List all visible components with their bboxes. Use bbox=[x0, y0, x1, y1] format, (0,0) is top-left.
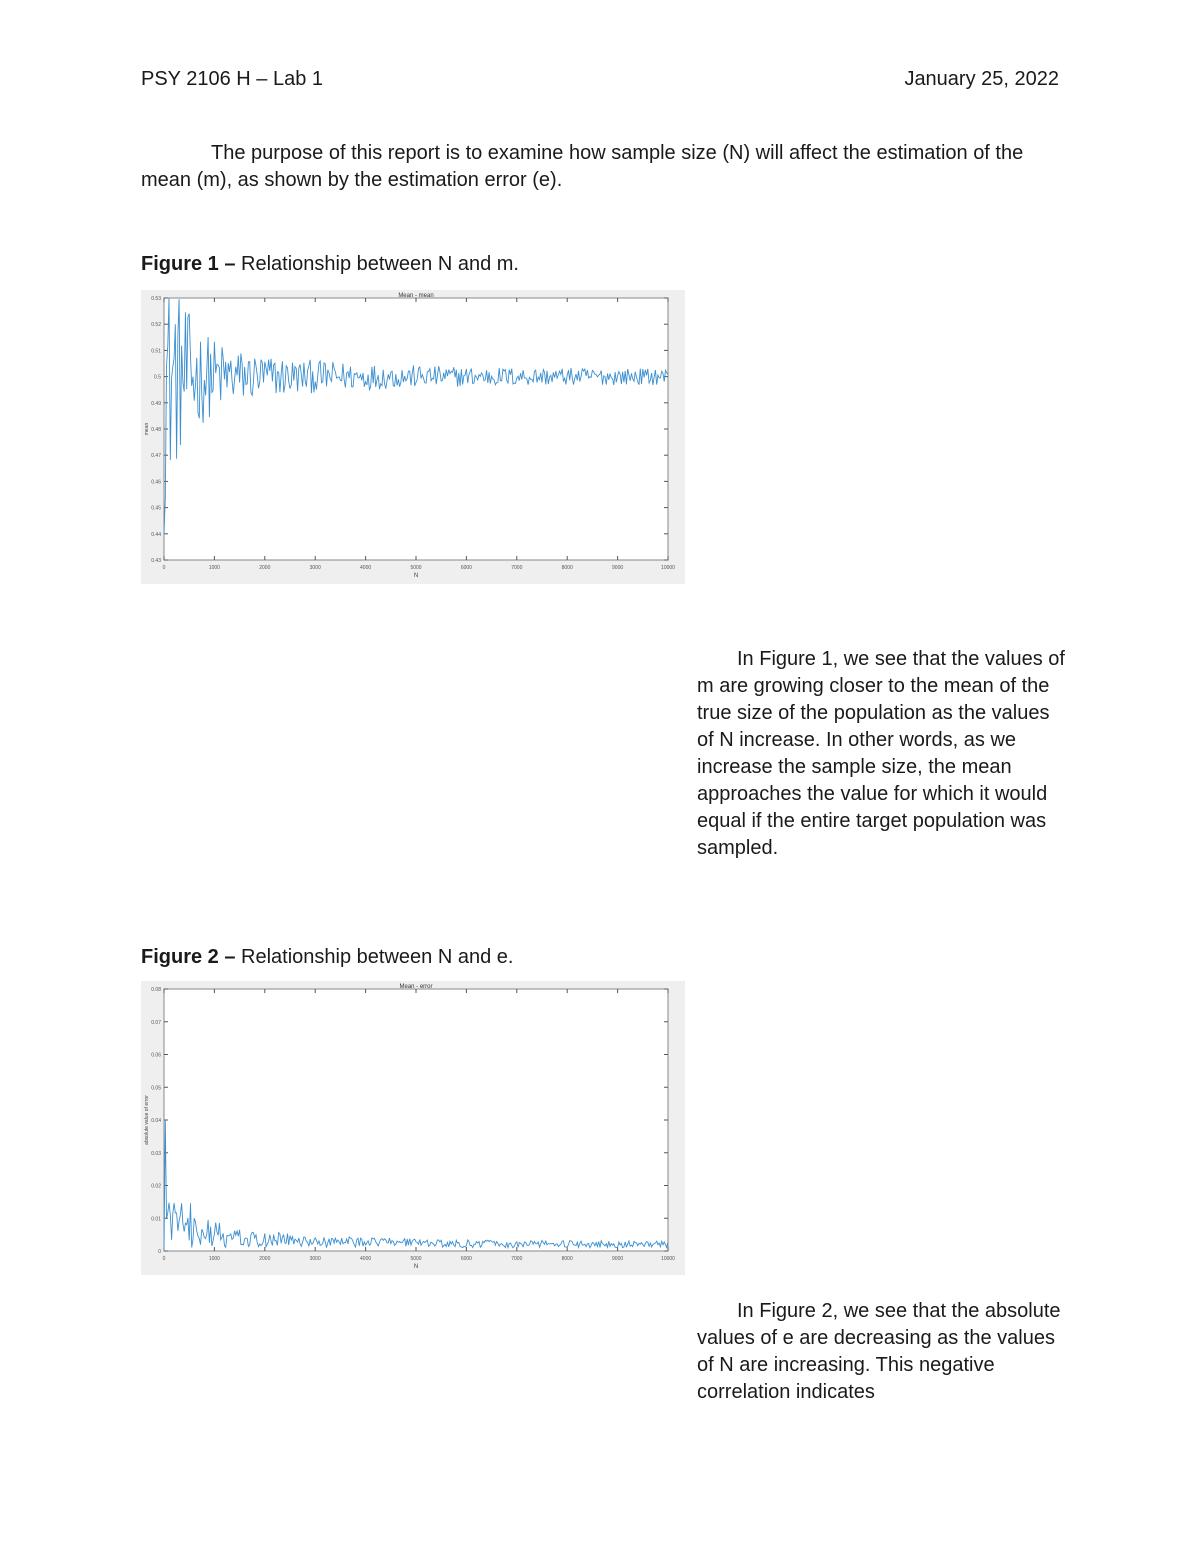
x-axis-label: N bbox=[413, 573, 419, 579]
figure2-plot bbox=[141, 981, 685, 1275]
x-tick-label: 5000 bbox=[410, 1256, 422, 1262]
y-tick-label: 0 bbox=[158, 1249, 161, 1255]
x-tick-label: 8000 bbox=[561, 565, 573, 571]
figure1-discussion bbox=[697, 646, 1067, 862]
y-tick-label: 0.45 bbox=[151, 505, 161, 512]
x-tick-label: 0 bbox=[162, 1256, 166, 1262]
plot-area bbox=[164, 298, 668, 560]
x-axis-label: N bbox=[413, 1264, 419, 1270]
figure2-paragraph: In Figure 2, we see that the absolute values of e are decreasing as the values of N are increasing. This negative correlation indicates bbox=[697, 1300, 1061, 1403]
figure1-chart bbox=[141, 290, 685, 584]
plot-area bbox=[164, 989, 668, 1251]
figure2-chart bbox=[141, 981, 685, 1275]
figure2-caption bbox=[141, 946, 513, 969]
y-tick-label: 0.44 bbox=[151, 531, 161, 538]
y-tick-label: 0.08 bbox=[151, 987, 161, 993]
x-tick-label: 4000 bbox=[360, 1256, 372, 1262]
figure1-paragraph: In Figure 1, we see that the values of m are growing closer to the mean of the true size of the population as the values of N increase. In other words, as we increase the sample size, the mean approaches the value for which it would equal if the entire target population was sampled. bbox=[697, 648, 1065, 859]
figure2-caption-label: Figure 2 – bbox=[141, 946, 236, 968]
x-tick-label: 7000 bbox=[511, 565, 523, 571]
x-tick-label: 2000 bbox=[259, 565, 271, 571]
y-tick-label: 0.53 bbox=[151, 296, 161, 302]
x-tick-label: 5000 bbox=[410, 565, 422, 571]
figure2-caption-text: Relationship between N and e. bbox=[235, 946, 514, 968]
x-tick-label: 0 bbox=[162, 565, 166, 571]
y-tick-label: 0.47 bbox=[151, 453, 161, 460]
y-axis-label: absolute value of error bbox=[144, 1095, 150, 1145]
y-tick-label: 0.02 bbox=[151, 1183, 161, 1190]
x-tick-label: 1000 bbox=[208, 565, 220, 571]
header-course: PSY 2106 H – Lab 1 bbox=[141, 68, 323, 90]
y-tick-label: 0.48 bbox=[151, 427, 161, 433]
x-tick-label: 9000 bbox=[612, 1256, 624, 1262]
x-tick-label: 3000 bbox=[309, 565, 321, 571]
intro-paragraph bbox=[141, 140, 1061, 194]
figure1-plot bbox=[141, 290, 685, 584]
y-tick-label: 0.52 bbox=[151, 322, 161, 329]
header-date: January 25, 2022 bbox=[904, 68, 1059, 90]
chart-title: Mean - mean bbox=[398, 293, 434, 299]
x-tick-label: 10000 bbox=[661, 565, 675, 571]
y-tick-label: 0.51 bbox=[151, 348, 161, 355]
x-tick-label: 6000 bbox=[460, 565, 472, 571]
y-tick-label: 0.05 bbox=[151, 1085, 161, 1092]
y-tick-label: 0.46 bbox=[151, 479, 161, 486]
y-tick-label: 0.07 bbox=[151, 1019, 161, 1026]
y-axis-label: mean bbox=[144, 422, 150, 436]
x-tick-label: 4000 bbox=[360, 565, 372, 571]
y-tick-label: 0.01 bbox=[151, 1216, 161, 1223]
x-tick-label: 7000 bbox=[511, 1256, 523, 1262]
x-tick-label: 3000 bbox=[309, 1256, 321, 1262]
x-tick-label: 10000 bbox=[661, 1256, 675, 1262]
x-tick-label: 9000 bbox=[612, 565, 624, 571]
x-tick-label: 1000 bbox=[208, 1256, 220, 1262]
y-tick-label: 0.43 bbox=[151, 558, 161, 564]
y-tick-label: 0.04 bbox=[151, 1118, 161, 1124]
x-tick-label: 8000 bbox=[561, 1256, 573, 1262]
y-tick-label: 0.49 bbox=[151, 400, 161, 407]
y-tick-label: 0.03 bbox=[151, 1150, 161, 1157]
y-tick-label: 0.5 bbox=[154, 374, 161, 381]
x-tick-label: 2000 bbox=[259, 1256, 271, 1262]
y-tick-label: 0.06 bbox=[151, 1052, 161, 1059]
x-tick-label: 6000 bbox=[460, 1256, 472, 1262]
figure1-caption-text: Relationship between N and m. bbox=[235, 253, 519, 275]
chart-title: Mean - error bbox=[399, 984, 433, 990]
intro-text: The purpose of this report is to examine how sample size (N) will affect the estimation of the mean (m), as shown by the estimation error (e). bbox=[141, 142, 1024, 191]
figure1-caption bbox=[141, 253, 519, 276]
figure1-caption-label: Figure 1 – bbox=[141, 253, 236, 275]
figure2-discussion bbox=[697, 1298, 1067, 1406]
